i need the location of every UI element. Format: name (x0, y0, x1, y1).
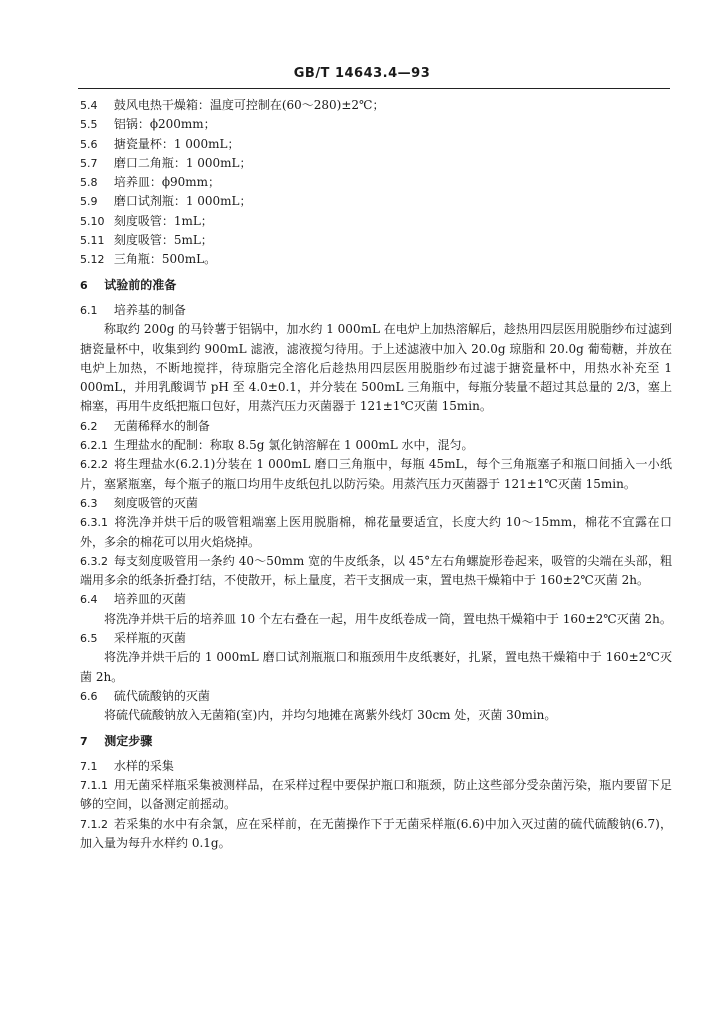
page-content (80, 96, 672, 853)
clause-number: 7.1.2 (80, 817, 108, 831)
subsection-number: 6.2 (80, 419, 98, 433)
section-number: 7 (80, 734, 88, 748)
clause-text: 用无菌采样瓶采集被测样品，在采样过程中要保护瓶口和瓶颈，防止这些部分受杂菌污染，瓶内要留下足够的空间，以备测定前摇动。 (80, 778, 672, 812)
list-item (80, 250, 672, 269)
subsection-number: 7.1 (80, 759, 98, 773)
subsection-title: 无菌稀释水的制备 (113, 418, 210, 433)
clause-number: 6.3.1 (80, 516, 108, 530)
clause-number: 7.1.1 (80, 779, 108, 793)
paragraph: 将硫代硫酸钠放入无菌箱(室)内，并均匀地摊在离紫外线灯 30cm 处，灭菌 30min。 (104, 708, 557, 723)
subsection-title: 刻度吸管的灭菌 (113, 495, 198, 510)
subsection-title: 培养基的制备 (113, 302, 186, 317)
clause-text: 将洗净并烘干后的吸管粗端塞上医用脱脂棉，棉花量要适宜，长度大约 10～15mm，棉花不宜露在口外，多余的棉花可以用火焰烧掉。 (80, 515, 672, 549)
list-item (80, 192, 672, 211)
list-item (80, 96, 672, 115)
clause (80, 815, 672, 854)
clause (80, 552, 672, 591)
subsection-number: 6.1 (80, 303, 98, 317)
item-text: 搪瓷量杯：1 000mL； (113, 136, 240, 151)
item-text: 培养皿：ϕ90mm； (113, 175, 221, 190)
subsection-number: 6.5 (80, 632, 98, 646)
subsection-title: 硫代硫酸钠的灭菌 (113, 688, 210, 703)
item-text: 刻度吸管：1mL； (113, 213, 213, 228)
clause-number: 6.2.2 (80, 458, 108, 472)
subsection-heading (80, 757, 672, 776)
subsection-heading (80, 301, 672, 320)
subsection-number: 6.4 (80, 593, 98, 607)
list-item (80, 135, 672, 154)
clause-text: 若采集的水中有余氯，应在采样前，在无菌操作下于无菌采样瓶(6.6)中加入灭过菌的硫代硫酸钠(6.7)，加入量为每升水样约 0.1g。 (80, 816, 672, 850)
item-number: 5.10 (80, 214, 105, 228)
clause-text: 将生理盐水(6.2.1)分装在 1 000mL 磨口三角瓶中，每瓶 45mL，每个三角瓶塞子和瓶口间插入一小纸片，塞紧瓶塞，每个瓶子的瓶口均用牛皮纸包扎以防污染。用蒸汽压力灭菌器于 121±1℃灭菌 15min。 (80, 457, 672, 491)
subsection-heading (80, 417, 672, 436)
standard-number-header: GB/T 14643.4—93 (293, 66, 431, 81)
item-number: 5.9 (80, 195, 98, 209)
item-text: 磨口二角瓶：1 000mL； (113, 155, 252, 170)
clause (80, 776, 672, 815)
section-heading (80, 276, 672, 295)
subsection-heading (80, 629, 672, 648)
item-number: 5.5 (80, 118, 98, 132)
item-number: 5.12 (80, 253, 105, 267)
subsection-title: 水样的采集 (113, 758, 174, 773)
item-text: 鼓风电热干燥箱：温度可控制在(60～280)±2℃； (113, 98, 385, 112)
paragraph: 将洗净并烘干后的 1 000mL 磨口试剂瓶瓶口和瓶颈用牛皮纸裹好，扎紧，置电热干燥箱中于 160±2℃灭菌 2h。 (80, 650, 672, 684)
section-title: 测定步骤 (104, 733, 153, 748)
list-item (80, 115, 672, 134)
item-number: 5.4 (80, 99, 98, 112)
item-number: 5.8 (80, 176, 98, 190)
clause-text: 每支刻度吸管用一条约 40～50mm 宽的牛皮纸条，以 45°左右角螺旋形卷起来，吸管的尖端在头部，粗端用多余的纸条折叠打结，不使散开，标上量度，若干支捆成一束，置电热干燥箱中于 160±2℃灭菌 2h。 (80, 553, 672, 588)
clause-number: 6.3.2 (80, 554, 108, 568)
subsection-title: 培养皿的灭菌 (113, 592, 186, 607)
subsection-heading (80, 687, 672, 706)
section-number: 6 (80, 278, 88, 292)
item-number: 5.11 (80, 234, 105, 248)
paragraph: 称取约 200g 的马铃薯于铝锅中，加水约 1 000mL 在电炉上加热溶解后，趁热用四层医用脱脂纱布过滤到搪瓷量杯中，收集到约 900mL 滤液，滤液搅匀待用。于上述滤液中加入 20.0g 琼脂和 20.0g 葡萄糖，并放在电炉上加热，不断地搅拌，待琼脂完全溶化后趁热用四层医用脱脂纱布过滤于搪瓷量杯中，用热水补充至 1 000mL，并用乳酸调节 pH 至 4.0±0.1，并分装在 500mL 三角瓶中，每瓶分装量不超过其总量的 2/3，塞上棉塞，再用牛皮纸把瓶口包好，用蒸汽压力灭菌器于 121±1℃灭菌 15min。 (80, 322, 672, 414)
item-text: 铝锅：ϕ200mm； (113, 117, 216, 132)
clause (80, 513, 672, 552)
subsection-heading (80, 494, 672, 513)
subsection-number: 6.3 (80, 496, 98, 510)
subsection-title: 采样瓶的灭菌 (113, 631, 186, 646)
subsection-heading (80, 590, 672, 609)
section-heading (80, 732, 672, 751)
subsection-number: 6.6 (80, 689, 98, 703)
item-text: 磨口试剂瓶：1 000mL； (113, 194, 252, 209)
clause (80, 455, 672, 494)
item-text: 刻度吸管：5mL； (113, 233, 213, 248)
list-item (80, 173, 672, 192)
header-rule (78, 88, 670, 89)
list-item (80, 231, 672, 250)
clause-text: 生理盐水的配制：称取 8.5g 氯化钠溶解在 1 000mL 水中，混匀。 (113, 438, 474, 453)
list-item (80, 212, 672, 231)
section-title: 试验前的准备 (104, 277, 177, 292)
item-text: 三角瓶：500mL。 (113, 252, 217, 267)
item-number: 5.7 (80, 156, 98, 170)
clause (80, 436, 672, 455)
clause-number: 6.2.1 (80, 439, 108, 453)
list-item (80, 154, 672, 173)
paragraph: 将洗净并烘干后的培养皿 10 个左右叠在一起，用牛皮纸卷成一筒，置电热干燥箱中于 160±2℃灭菌 2h。 (104, 611, 672, 626)
item-number: 5.6 (80, 137, 98, 151)
